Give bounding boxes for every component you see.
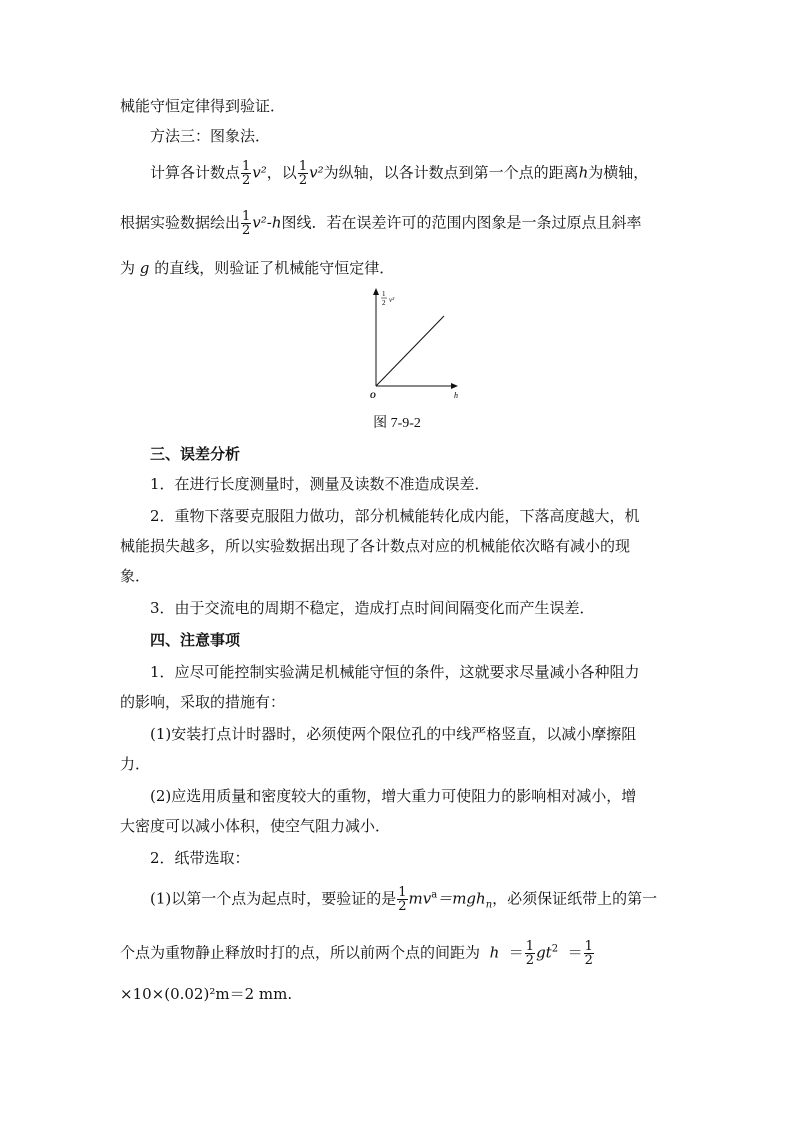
section-heading-precautions: 四、注意事项 <box>150 631 241 649</box>
paragraph-line: 3．由于交流电的周期不稳定，造成打点时间间隔变化而产生误差． <box>150 599 595 617</box>
y-label-num: 1 <box>382 290 386 298</box>
paragraph-line: 1．应尽可能控制实验满足机械能守恒的条件，这就要求尽量减小各种阻力 <box>150 663 640 681</box>
paragraph-line: 械能守恒定律得到验证． <box>120 97 286 115</box>
fraction-half: $\frac{1}{2}$ <box>242 159 251 188</box>
paragraph-line: ×10×(0.02)²m＝2 mm. <box>120 985 293 1003</box>
figure-caption: 图 7-9-2 <box>373 416 421 431</box>
paragraph-line: 为 g 的直线，则验证了机械能守恒定律． <box>120 259 395 277</box>
fraction-half: $\frac{1}{2}$ <box>525 939 535 968</box>
section-heading-error-analysis: 三、误差分析 <box>150 445 241 463</box>
x-label: h <box>454 391 458 400</box>
fraction-half: $\frac{1}{2}$ <box>398 885 407 914</box>
paragraph-line: 根据实验数据绘出 $\frac{1}{2}$ v²-h图线．若在误差许可的范围内图象是一条过原点且斜率 <box>120 209 642 238</box>
paragraph-line: 械能损失越多，所以实验数据出现了各计数点对应的机械能依次略有减小的现 <box>120 537 631 555</box>
y-label-var: v² <box>389 296 395 304</box>
paragraph-line: 大密度可以减小体积，使空气阻力减小． <box>120 817 391 835</box>
fraction-half: $\frac{1}{2}$ <box>584 939 593 968</box>
paragraph-line: 2．重物下落要克服阻力做功，部分机械能转化成内能，下落高度越大，机 <box>150 507 640 525</box>
fraction-half: $\frac{1}{2}$ <box>298 159 308 188</box>
paragraph-line: (1)以第一个点为起点时，要验证的是 $\frac{1}{2}$ $mv^a=mgh_n$，必须保证纸带上的第一 <box>150 885 658 914</box>
paragraph-line: 象． <box>120 567 151 585</box>
paragraph-line: (2)应选用质量和密度较大的重物，增大重力可使阻力的影响相对减小，增 <box>150 787 637 805</box>
method-three-heading: 方法三：图象法． <box>150 127 271 145</box>
paragraph-line: 的影响，采取的措施有： <box>120 693 286 711</box>
paragraph-line: 2．纸带选取： <box>150 849 250 867</box>
proportional-line <box>376 316 444 386</box>
y-axis-arrow <box>373 288 379 295</box>
v2-h-graph <box>360 286 470 406</box>
origin-label: O <box>370 391 376 400</box>
paragraph-line: 计算各计数点 $\frac{1}{2}$ v²，以 $\frac{1}{2}$ v²为纵轴，以各计数点到第一个点的距离h为横轴， <box>150 159 649 188</box>
paragraph-line: 力． <box>120 755 151 773</box>
y-label-den: 2 <box>382 299 386 307</box>
paragraph-line: (1)安装打点计时器时，必须使两个限位孔的中线严格竖直，以减小摩擦阻 <box>150 725 637 743</box>
x-axis-arrow <box>451 383 458 389</box>
paragraph-line: 个点为重物静止释放时打的点，所以前两个点的间距为 h ＝ $\frac{1}{2}$ $gt^2$ ＝ $\frac{1}{2}$ <box>120 939 593 968</box>
fraction-half: $\frac{1}{2}$ <box>242 209 251 238</box>
paragraph-line: 1．在进行长度测量时，测量及读数不准造成误差． <box>150 475 490 493</box>
